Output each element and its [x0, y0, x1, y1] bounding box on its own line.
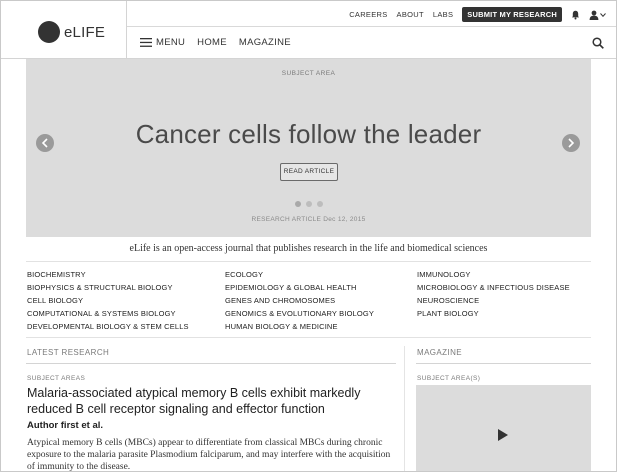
subject-link[interactable]: DEVELOPMENTAL BIOLOGY & STEM CELLS — [27, 322, 189, 331]
divider — [26, 261, 591, 262]
magazine-subject[interactable]: SUBJECT AREA(S) — [417, 375, 481, 382]
top-bar — [127, 1, 616, 27]
menu-label: MENU — [156, 37, 186, 48]
careers-link[interactable]: CAREERS — [349, 10, 388, 19]
chevron-right-icon — [567, 138, 575, 148]
carousel-dot[interactable] — [295, 201, 301, 207]
subject-link[interactable]: EPIDEMIOLOGY & GLOBAL HEALTH — [225, 283, 357, 292]
subject-link[interactable]: PLANT BIOLOGY — [417, 309, 479, 318]
column-divider — [404, 346, 405, 472]
top-links — [349, 7, 606, 22]
labs-link[interactable]: LABS — [432, 10, 454, 19]
subject-list-col2 — [225, 271, 374, 331]
carousel-prev-button[interactable] — [36, 134, 54, 152]
home-link[interactable]: HOME — [197, 37, 227, 48]
logo[interactable] — [1, 1, 127, 59]
hero-meta: RESEARCH ARTICLE Dec 12, 2015 — [251, 216, 366, 223]
section-rule — [26, 363, 396, 364]
magazine-link[interactable]: MAGAZINE — [238, 37, 291, 48]
video-thumbnail[interactable] — [416, 385, 591, 472]
subject-list-col3 — [417, 271, 570, 318]
subject-link[interactable]: GENOMICS & EVOLUTIONARY BIOLOGY — [225, 309, 374, 318]
logo-text: eLIFE — [64, 24, 106, 41]
hero-carousel — [26, 59, 591, 237]
carousel-next-button[interactable] — [562, 134, 580, 152]
subject-link[interactable]: NEUROSCIENCE — [417, 296, 480, 305]
article-title[interactable]: Malaria-associated atypical memory B cells exhibit markedly reduced B cell receptor signaling and effector function — [27, 386, 361, 416]
subject-link[interactable]: BIOPHYSICS & STRUCTURAL BIOLOGY — [27, 283, 173, 292]
bell-icon[interactable] — [571, 10, 580, 20]
subject-link[interactable]: BIOCHEMISTRY — [27, 270, 86, 279]
subject-link[interactable]: ECOLOGY — [225, 270, 264, 279]
chevron-down-icon — [600, 13, 606, 17]
about-link[interactable]: ABOUT — [396, 10, 424, 19]
magazine-heading: MAGAZINE — [417, 348, 462, 357]
search-icon[interactable] — [592, 37, 604, 49]
hero-subject[interactable]: SUBJECT AREA — [281, 70, 336, 77]
chevron-left-icon — [41, 138, 49, 148]
menu-button[interactable] — [140, 37, 185, 48]
hero-title[interactable]: Cancer cells follow the leader — [135, 119, 482, 149]
site-tagline: eLife is an open-access journal that publishes research in the life and biomedical sciences — [129, 243, 488, 254]
logo-mark — [38, 21, 60, 43]
read-article-button[interactable]: READ ARTICLE — [280, 163, 338, 181]
subject-list-col1 — [27, 271, 189, 331]
subject-link[interactable]: COMPUTATIONAL & SYSTEMS BIOLOGY — [27, 309, 176, 318]
submit-research-button[interactable]: SUBMIT MY RESEARCH — [462, 7, 562, 22]
latest-research-heading: LATEST RESEARCH — [27, 348, 110, 357]
carousel-dot[interactable] — [317, 201, 323, 207]
carousel-dot[interactable] — [306, 201, 312, 207]
carousel-dots — [26, 201, 591, 207]
section-rule — [416, 363, 591, 364]
article-subject[interactable]: SUBJECT AREAS — [27, 375, 86, 382]
main-nav — [127, 27, 616, 59]
article-author: Author first et al. — [27, 420, 104, 431]
user-menu[interactable] — [589, 10, 606, 20]
play-icon — [497, 428, 509, 442]
subject-link[interactable]: IMMUNOLOGY — [417, 270, 471, 279]
subject-link[interactable]: MICROBIOLOGY & INFECTIOUS DISEASE — [417, 283, 570, 292]
user-icon — [589, 10, 599, 20]
article-abstract: Atypical memory B cells (MBCs) appear to differentiate from classical MBCs during chronic exposure to the malaria parasite Plasmodium falciparum, and may interfere with the acquisition of immunity to the disease. — [27, 438, 391, 472]
subject-link[interactable]: HUMAN BIOLOGY & MEDICINE — [225, 322, 338, 331]
hamburger-icon — [140, 38, 152, 47]
subject-link[interactable]: CELL BIOLOGY — [27, 296, 84, 305]
divider — [26, 337, 591, 338]
subject-link[interactable]: GENES AND CHROMOSOMES — [225, 296, 336, 305]
